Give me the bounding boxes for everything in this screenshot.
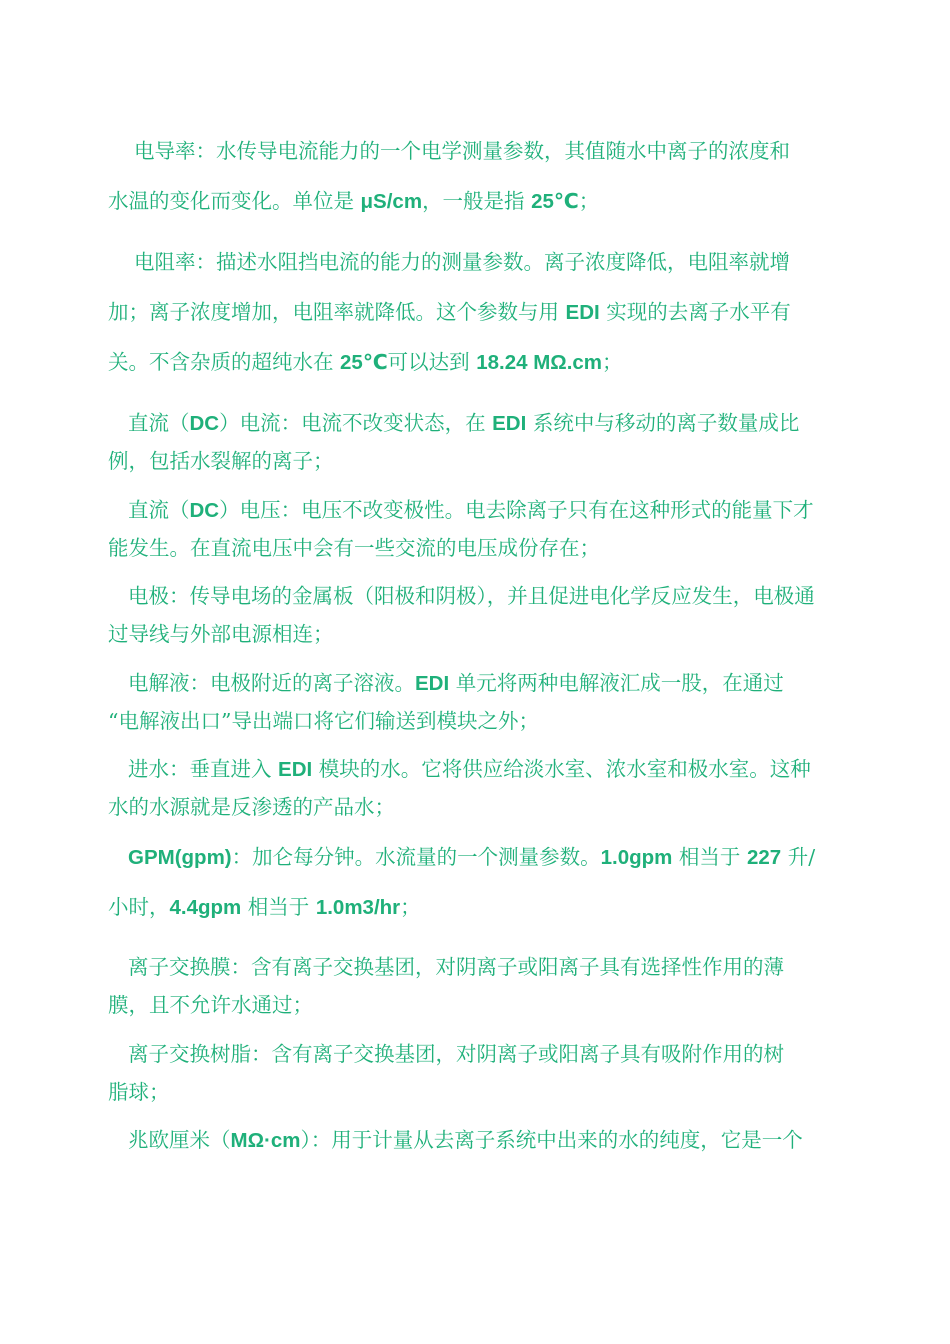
text-run: 加；离子浓度增加，电阻率就降低。这个参数与用 (108, 300, 566, 324)
text-run: 水的水源就是反渗透的产品水； (108, 795, 395, 819)
text-run: 脂球； (108, 1080, 170, 1104)
text-line (108, 337, 844, 387)
text-line (108, 948, 844, 986)
text-run: ； (400, 895, 421, 919)
paragraph-dc-voltage (108, 491, 844, 567)
bold-term: EDI (415, 672, 450, 695)
bold-term: EDI (565, 301, 600, 324)
text-run: 例，包括水裂解的离子； (108, 449, 334, 473)
text-run: 系统中与移动的离子数量成比 (526, 411, 800, 435)
paragraph-electrolyte (108, 664, 844, 740)
text-line (108, 832, 844, 882)
text-run: 升/ (781, 845, 816, 869)
text-run: 实现的去离子水平有 (599, 300, 791, 324)
bold-term: 18.24 MΩ.cm (476, 351, 603, 374)
text-line (108, 529, 844, 567)
text-line (108, 882, 844, 932)
bold-term: MΩ·cm (230, 1129, 301, 1152)
text-run: ，一般是指 (422, 189, 532, 213)
text-run: 电解液：电极附近的离子溶液。 (128, 671, 415, 695)
text-run: ）电压：电压不改变极性。电去除离子只有在这种形式的能量下才 (219, 498, 814, 522)
bold-term: 25℃ (340, 351, 388, 374)
text-line (108, 577, 844, 615)
text-line (108, 176, 844, 226)
bold-term: μS/cm (360, 190, 423, 213)
text-line (108, 237, 844, 287)
text-line (108, 986, 844, 1024)
text-run: 膜，且不允许水通过； (108, 993, 313, 1017)
paragraph-conductivity (108, 126, 844, 226)
text-line (108, 1035, 844, 1073)
paragraph-gpm (108, 832, 844, 932)
text-run: 电阻率：描述水阻挡电流的能力的测量参数。离子浓度降低，电阻率就增 (134, 250, 790, 274)
text-line (108, 491, 844, 529)
bold-term: EDI (278, 758, 313, 781)
bold-term: DC (189, 499, 220, 522)
text-run: ； (602, 350, 623, 374)
text-run: 模块的水。它将供应给淡水室、浓水室和极水室。这种 (312, 757, 811, 781)
paragraph-electrode (108, 577, 844, 653)
text-run: ）电流：电流不改变状态，在 (219, 411, 493, 435)
paragraph-dc-current (108, 404, 844, 480)
text-run: “电解液出口”导出端口将它们输送到模块之外； (108, 709, 539, 733)
text-run: ）：用于计量从去离子系统中出来的水的纯度，它是一个 (300, 1128, 803, 1152)
paragraph-ion-exchange-membrane (108, 948, 844, 1024)
text-run: 可以达到 (387, 350, 477, 374)
text-run: 相当于 (241, 895, 316, 919)
text-run: 离子交换膜：含有离子交换基团，对阴离子或阳离子具有选择性作用的薄 (128, 955, 784, 979)
bold-term: 4.4gpm (169, 896, 242, 919)
bold-term: 1.0m3/hr (315, 896, 401, 919)
text-line (108, 1073, 844, 1111)
text-line (108, 615, 844, 653)
text-run: 进水：垂直进入 (128, 757, 279, 781)
text-run: 水温的变化而变化。单位是 (108, 189, 361, 213)
text-run: 过导线与外部电源相连； (108, 622, 334, 646)
text-line (108, 664, 844, 702)
text-run: 电导率：水传导电流能力的一个电学测量参数，其值随水中离子的浓度和 (134, 139, 790, 163)
bold-term: 25℃ (531, 190, 579, 213)
bold-term: EDI (492, 412, 527, 435)
paragraph-resistivity (108, 237, 844, 387)
text-line (108, 287, 844, 337)
text-run: 直流（ (128, 411, 190, 435)
bold-term: 227 (746, 846, 782, 869)
text-run: 关。不含杂质的超纯水在 (108, 350, 341, 374)
text-run: 相当于 (672, 845, 747, 869)
text-run: 单元将两种电解液汇成一股，在通过 (449, 671, 784, 695)
text-line (108, 788, 844, 826)
bold-term: GPM(gpm) (128, 846, 232, 869)
text-line (108, 1121, 844, 1159)
text-line (108, 404, 844, 442)
text-line (108, 750, 844, 788)
text-line (108, 702, 844, 740)
text-run: 电极：传导电场的金属板（阳极和阴极），并且促进电化学反应发生，电极通 (128, 584, 815, 608)
text-run: 直流（ (128, 498, 190, 522)
text-run: ：加仑每分钟。水流量的一个测量参数。 (231, 845, 601, 869)
text-run: 离子交换树脂：含有离子交换基团，对阴离子或阳离子具有吸附作用的树 (128, 1042, 784, 1066)
bold-term: DC (189, 412, 220, 435)
text-run: 小时， (108, 895, 170, 919)
text-run: ； (578, 189, 600, 213)
text-run: 能发生。在直流电压中会有一些交流的电压成份存在； (108, 536, 600, 560)
text-line (108, 126, 844, 176)
paragraph-megohm-cm (108, 1121, 844, 1159)
paragraph-feed-water (108, 750, 844, 826)
text-run: 兆欧厘米（ (128, 1128, 231, 1152)
bold-term: 1.0gpm (600, 846, 673, 869)
text-line (108, 442, 844, 480)
paragraph-ion-exchange-resin (108, 1035, 844, 1111)
